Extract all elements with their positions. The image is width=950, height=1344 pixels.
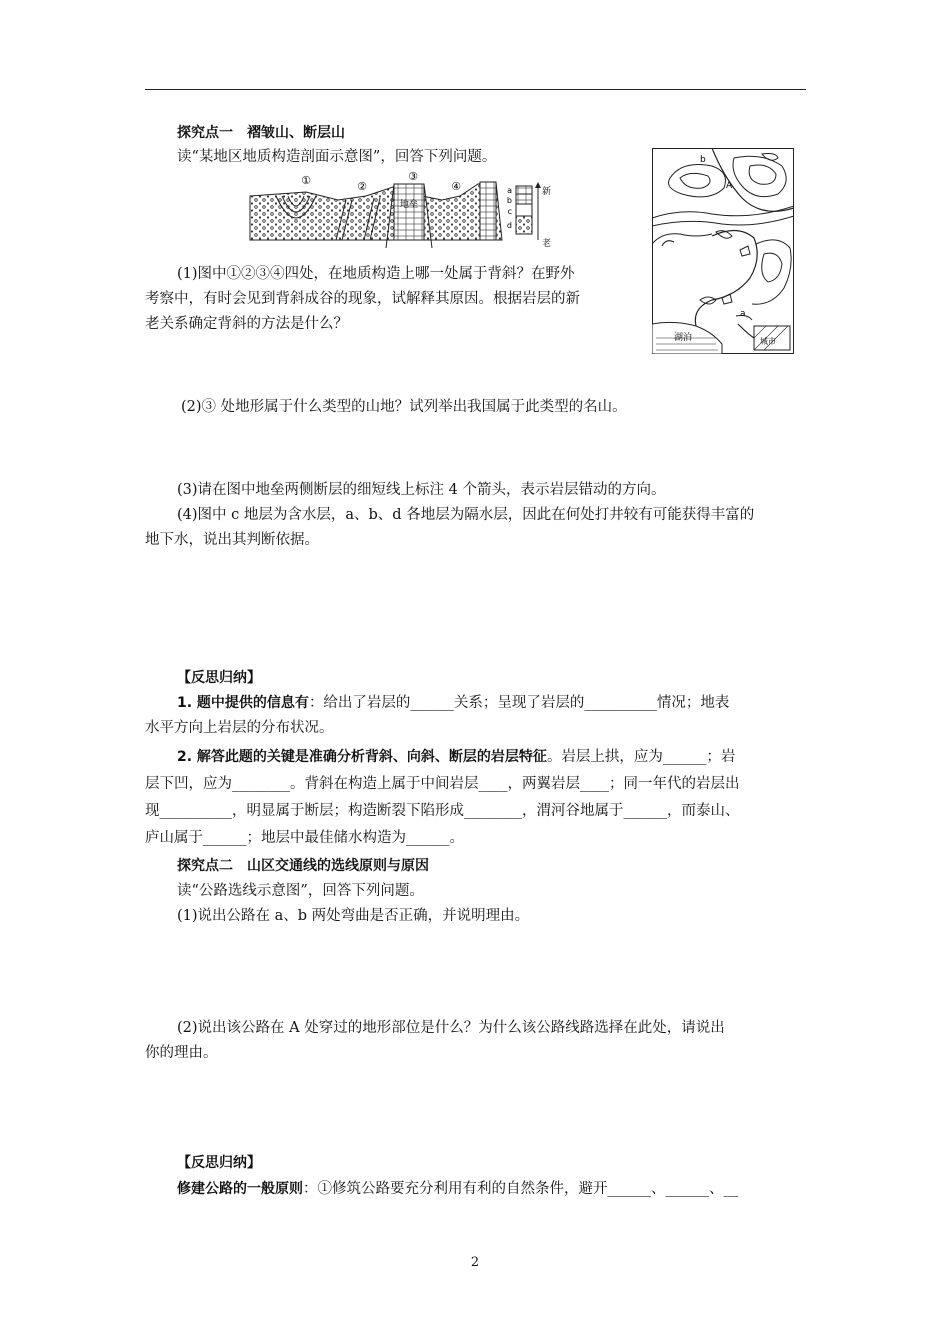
map-label-lake: 湖泊 [674, 333, 693, 343]
header-rule [145, 89, 806, 90]
section2-heading: 探究点二 山区交通线的选线原则与原因 [177, 858, 429, 874]
svg-text:d: d [506, 221, 512, 230]
reflection1-line6: 庐山属于______；地层中最佳储水构造为______。 [145, 830, 464, 846]
section1-heading: 探究点一 褶皱山、断层山 [177, 125, 345, 141]
q1-line1: (1)图中①②③④四处，在地质构造上哪一处属于背斜？在野外 [177, 266, 575, 282]
q1-line3: 老关系确定背斜的方法是什么？ [145, 316, 348, 332]
marker-3: ③ [408, 170, 418, 183]
s2-q2-line1: (2)说出该公路在 A 处穿过的地形部位是什么？为什么该公路线路选择在此处，请说出 [177, 1020, 725, 1036]
section2-intro: 读“公路选线示意图”，回答下列问题。 [177, 883, 424, 899]
svg-text:b: b [506, 196, 512, 205]
q4-line2: 地下水，说出其判断依据。 [145, 532, 319, 548]
geologic-cross-section-figure [246, 170, 566, 250]
reflection1-line3: 2. 解答此题的关键是准确分析背斜、向斜、断层的岩层特征。岩层上拱，应为______；岩 [177, 749, 736, 765]
section1-intro: 读“某地区地质构造剖面示意图”，回答下列问题。 [177, 149, 497, 165]
reflection1-title: 【反思归纳】 [177, 670, 261, 686]
svg-text:c: c [507, 207, 512, 216]
q4-line1: (4)图中 c 地层为含水层，a、b、d 各地层为隔水层，因此在何处打井较有可能获得丰富的 [177, 507, 755, 523]
reflection1-line2: 水平方向上岩层的分布状况。 [145, 720, 334, 736]
marker-1: ① [301, 174, 311, 187]
reflection2-title: 【反思归纳】 [177, 1155, 261, 1171]
map-label-a: a [740, 309, 746, 319]
q3: (3)请在图中地垒两侧断层的细短线上标注 4 个箭头，表示岩层错动的方向。 [177, 482, 666, 498]
reflection2-line1: 修建公路的一般原则：①修筑公路要充分利用有利的自然条件，避开______、______、__ [177, 1181, 738, 1197]
page-number: 2 [470, 1255, 480, 1270]
reflection1-line1: 1. 题中提供的信息有：给出了岩层的______关系；呈现了岩层的__________情况；地表 [177, 695, 730, 711]
q1-line2: 考察中，有时会见到背斜成谷的现象，试解释其原因。根据岩层的新 [145, 291, 580, 307]
svg-text:a: a [507, 186, 512, 195]
marker-2: ② [357, 180, 367, 193]
s2-q1: (1)说出公路在 a、b 两处弯曲是否正确，并说明理由。 [177, 908, 530, 924]
reflection1-line5: 现__________，明显属于断层；构造断裂下陷形成________，渭河谷地属于______，而泰山、 [145, 803, 740, 819]
road-route-map [652, 148, 794, 354]
map-label-city: 城市 [760, 337, 776, 346]
map-label-b: b [700, 155, 706, 165]
legend-old: 老 [542, 239, 552, 249]
s2-q2-line2: 你的理由。 [145, 1045, 218, 1061]
map-label-A: A [726, 181, 733, 191]
q2: (2)③ 处地形属于什么类型的山地？试列举出我国属于此类型的名山。 [181, 399, 627, 415]
horst-label: 地垒 [399, 200, 419, 210]
marker-4: ④ [451, 180, 461, 193]
reflection1-line4: 层下凹，应为________。背斜在构造上属于中间岩层____，两翼岩层____；同一年代的岩层出 [145, 776, 740, 792]
legend-new: 新 [542, 187, 552, 197]
